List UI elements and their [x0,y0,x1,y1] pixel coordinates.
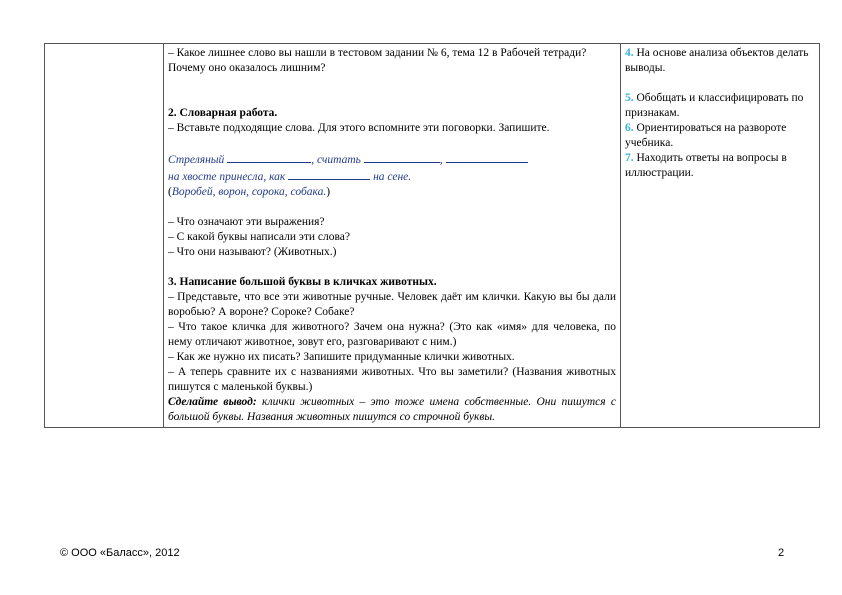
blank-field [364,151,440,163]
question-odd-word: – Какое лишнее слово вы нашли в тестовом задании № 6, тема 12 в Рабочей тетради? Почему оно оказалось лишним? [168,47,587,74]
proverb-line-1: Стреляный , считать , [168,151,616,168]
section-3-paragraph: – Как же нужно их писать? Запишите придуманные клички животных. [168,351,515,363]
footer-copyright: © ООО «Баласс», 2012 [60,547,180,559]
conclusion: Сделайте вывод: клички животных – это тоже имена собственные. Они пишутся с большой буквы. Названия животных пишутся со строчной буквы. [168,396,616,423]
blank-field [288,168,370,180]
question-meaning: – Что означают эти выражения? [168,216,325,228]
question-letter: – С какой буквы написали эти слова? [168,231,350,243]
lesson-table [44,43,820,428]
question-naming: – Что они называют? (Животных.) [168,246,337,258]
section-2-title: 2. Словарная работа. [168,107,278,119]
blank-field [227,151,311,163]
section-3-paragraph: – Представьте, что все эти животные ручные. Человек даёт им клички. Какую вы бы дали воробью? А вороне? Сороке? Собаке? [168,291,616,318]
skill-item: 5. Обобщать и классифицировать по признакам. [625,92,804,119]
skills-cell [621,44,820,428]
table-row [45,44,820,428]
section-3-title: 3. Написание большой буквы в кличках животных. [168,276,437,288]
skill-item: 6. Ориентироваться на развороте учебника. [625,122,787,149]
proverb-line-2: на хвосте принесла, как на сене. [168,168,616,185]
content-cell [164,44,621,428]
section-3-paragraph: – А теперь сравните их с названиями животных. Что вы заметили? (Названия животных пишутся с маленькой буквы.) [168,366,616,393]
answer-words: (Воробей, ворон, сорока, собака.) [168,186,331,198]
page-number: 2 [778,547,785,559]
skill-item: 7. Находить ответы на вопросы в иллюстрации. [625,152,787,179]
skill-item: 4. На основе анализа объектов делать выводы. [625,47,809,74]
blank-field [446,151,528,163]
section-3-paragraph: – Что такое кличка для животного? Зачем она нужна? (Это как «имя» для человека, по нему отличают животное, зовут его, разговаривают с ним.) [168,321,616,348]
stage-cell [45,44,164,428]
section-2-instruction: – Вставьте подходящие слова. Для этого вспомните эти поговорки. Запишите. [168,122,550,134]
